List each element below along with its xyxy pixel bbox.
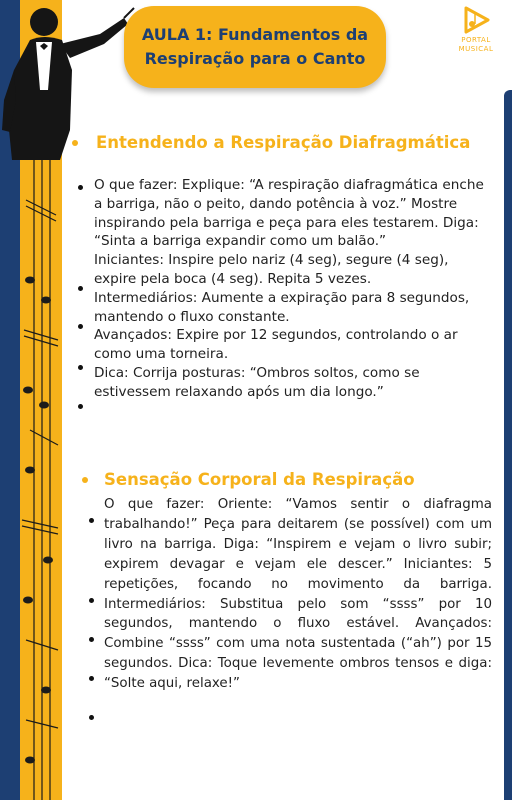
section-title-diaphragm: Entendendo a Respiração Diafragmática — [96, 133, 471, 152]
list-bullet — [89, 676, 94, 681]
lesson-title-line-2: Respiração para o Canto — [144, 49, 366, 68]
logo-word-musical: MUSICAL — [458, 45, 494, 53]
list-bullet — [78, 286, 83, 291]
list-item: O que fazer: Explique: “A respiração diafragmática enche a barriga, não o peito, dando potência à voz.” Mostre inspirando pela barriga e peça para eles testarem. Diga: “Sinta a barriga expandir como um balão.” — [94, 177, 484, 250]
portal-musical-logo — [448, 6, 504, 56]
section-bullet — [72, 140, 78, 146]
list-bullet — [89, 715, 94, 720]
list-bullet — [78, 365, 83, 370]
list-bullet — [78, 185, 83, 190]
right-decorative-stripe — [504, 90, 512, 800]
section-bullet — [82, 477, 88, 483]
list-bullet — [89, 598, 94, 603]
play-note-icon — [448, 6, 504, 36]
body-sensation-instructions: O que fazer: Oriente: “Vamos sentir o diafragma trabalhando!” Peça para deitarem (se possível) com um livro na barriga. Diga: “Inspirem e vejam o livro subir; expirem devagar e vejam ele descer.” Iniciantes: 5 repetições, focando no movimento da barriga. Intermediários: Substitua pelo som “ssss” por 10 segundos, mantendo o fluxo estável. Avançados: Combine “ssss” com uma nota sustentada (“ah”) por 15 segundos. Dica: Toque levemente ombros tensos e diga: “Solte aqui, relaxe!” — [104, 497, 492, 692]
lesson-title-line-1: AULA 1: Fundamentos da — [141, 25, 369, 44]
list-item: Iniciantes: Inspire pelo nariz (4 seg), segure (4 seg), expire pela boca (4 seg). Repita 5 vezes. — [94, 252, 449, 287]
list-item: Dica: Corrija posturas: “Ombros soltos, como se estivessem relaxando após um dia longo.” — [94, 364, 420, 400]
diaphragm-instructions — [94, 176, 494, 402]
list-bullet — [89, 637, 94, 642]
section-title-body-sensation: Sensação Corporal da Respiração — [104, 470, 415, 489]
list-bullet — [78, 324, 83, 329]
list-item: Avançados: Expire por 12 segundos, controlando o ar como uma torneira. — [94, 327, 458, 363]
lesson-title-banner — [124, 6, 386, 88]
list-item: Intermediários: Aumente a expiração para 8 segundos, mantendo o fluxo constante. — [94, 289, 470, 325]
list-bullet — [78, 404, 83, 409]
logo-word-portal: PORTAL — [461, 36, 491, 44]
list-bullet — [89, 518, 94, 523]
